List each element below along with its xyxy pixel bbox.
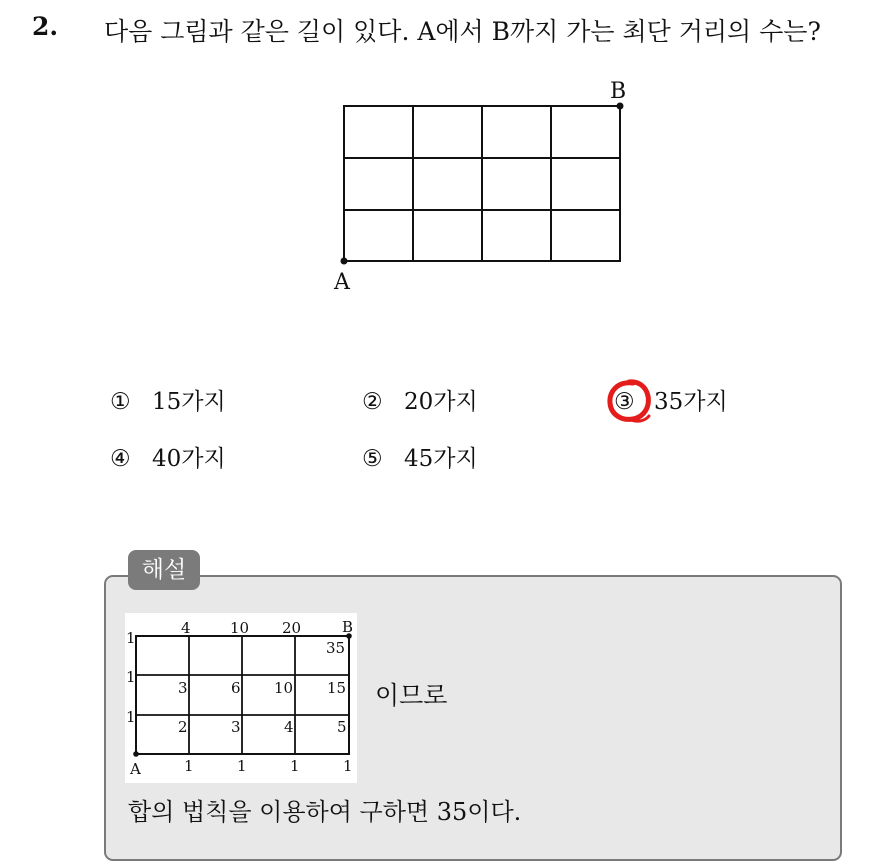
- count-r3-3: 4: [284, 718, 294, 736]
- choice-5-number: ⑤: [362, 446, 383, 472]
- count-r3-2: 3: [231, 718, 241, 736]
- choice-4-text: 40가지: [152, 446, 226, 472]
- choice-3-text: 35가지: [654, 389, 728, 415]
- solution-suffix: 이므로: [375, 681, 448, 710]
- choice-1[interactable]: [110, 383, 226, 416]
- count-left-1: 1: [126, 629, 136, 647]
- count-left-2: 1: [126, 668, 136, 686]
- count-r2-4: 15: [327, 679, 347, 697]
- point-a-dot: [341, 258, 348, 265]
- count-bottom-1: 1: [184, 757, 194, 775]
- count-top-2: 10: [230, 619, 250, 637]
- count-r2-1: 3: [178, 679, 188, 697]
- count-bottom-2: 1: [237, 757, 247, 775]
- choice-4-number: ④: [110, 446, 131, 472]
- count-top-3: 20: [282, 619, 302, 637]
- point-a-label: A: [334, 270, 350, 295]
- solution-tag: 해설: [128, 550, 200, 590]
- road-grid-figure: [330, 78, 640, 298]
- choice-2-text: 20가지: [404, 389, 478, 415]
- count-35: 35: [326, 639, 346, 657]
- choice-1-text: 15가지: [152, 389, 226, 415]
- count-bottom-3: 1: [290, 757, 300, 775]
- count-left-3: 1: [126, 708, 136, 726]
- answer-circle-mark: [603, 374, 657, 426]
- choice-2-number: ②: [362, 389, 383, 415]
- choice-4[interactable]: [110, 440, 226, 473]
- count-r3-4: 5: [337, 718, 347, 736]
- mini-point-b-label: B: [342, 618, 354, 636]
- question-text: 다음 그림과 같은 길이 있다. A에서 B까지 가는 최단 거리의 수는?: [104, 17, 821, 46]
- point-b-label: B: [610, 79, 627, 104]
- count-r2-2: 6: [231, 679, 241, 697]
- solution-count-grid: [125, 613, 357, 783]
- circle-stroke: [610, 382, 648, 420]
- choice-5-text: 45가지: [404, 446, 478, 472]
- mini-point-a-dot: [133, 751, 139, 757]
- question-number: 2.: [32, 12, 59, 41]
- count-bottom-4: 1: [343, 757, 353, 775]
- choice-2[interactable]: [362, 383, 478, 416]
- choice-5[interactable]: [362, 440, 478, 473]
- mini-point-a-label: A: [130, 760, 141, 778]
- count-top-1: 4: [181, 619, 191, 637]
- choice-3-number: ③: [614, 389, 635, 415]
- solution-conclusion: 합의 법칙을 이용하여 구하면 35이다.: [128, 798, 522, 826]
- count-r2-3: 10: [274, 679, 294, 697]
- choice-1-number: ①: [110, 389, 131, 415]
- count-r3-1: 2: [178, 718, 188, 736]
